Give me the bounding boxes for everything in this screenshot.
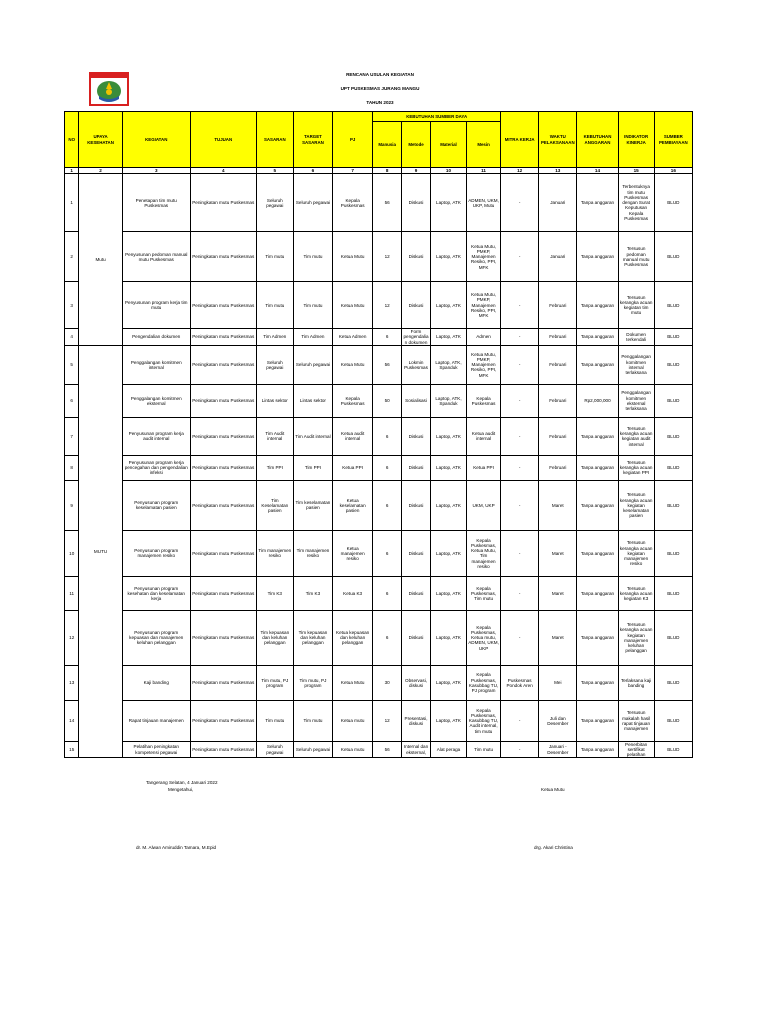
- cell-mitra: -: [501, 174, 539, 232]
- cell-pj: Ketua kepuasan dan keluhan pelanggan: [333, 610, 373, 665]
- cell-waktu: Februari: [539, 417, 577, 455]
- cell-tujuan: Peningkatan mutu Puskesmas: [190, 576, 256, 610]
- cell-material: Laptop, ATK: [430, 282, 466, 329]
- cell-sasaran: Seluruh pegawai: [256, 174, 293, 232]
- cell-indikator: Tersusun kerangka acuan kegiatan audit internal: [618, 417, 654, 455]
- cell-metode: Internal dan eksternal,: [402, 741, 431, 758]
- cell-waktu: Februari: [539, 384, 577, 417]
- cell-no: 6: [65, 384, 79, 417]
- col-header-metode: Metode: [402, 122, 431, 168]
- cell-manusia: 56: [373, 174, 402, 232]
- cell-kegiatan: Penyusunan program kerja tim mutu: [122, 282, 190, 329]
- cell-kegiatan: Penyusunan program manajemen resiko: [122, 530, 190, 576]
- cell-manusia: 12: [373, 232, 402, 282]
- cell-kegiatan: Penyusunan program kerja audit internal: [122, 417, 190, 455]
- cell-material: Laptop, ATK: [430, 665, 466, 700]
- cell-sasaran: Tim mutu: [256, 232, 293, 282]
- cell-indikator: Tersusun makalah hasil rapat tinjauan manajemen: [618, 700, 654, 741]
- cell-waktu: Maret: [539, 610, 577, 665]
- cell-metode: Lokmin Puskesmas: [402, 345, 431, 384]
- cell-waktu: Maret: [539, 530, 577, 576]
- cell-sumber: BLUD: [654, 530, 692, 576]
- cell-mitra: -: [501, 741, 539, 758]
- cell-kegiatan: Penetapan tim mutu Puskesmas: [122, 174, 190, 232]
- cell-anggaran: Tanpa anggaran: [577, 665, 618, 700]
- col-header-tujuan: TUJUAN: [190, 112, 256, 168]
- cell-sasaran: Tim mutu: [256, 282, 293, 329]
- cell-waktu: Januari: [539, 232, 577, 282]
- col-header-kegiatan: KEGIATAN: [122, 112, 190, 168]
- activity-plan-table: [64, 111, 693, 758]
- cell-metode: Diskusi: [402, 610, 431, 665]
- cell-metode: Diskusi: [402, 232, 431, 282]
- cell-anggaran: Tanpa anggaran: [577, 345, 618, 384]
- footer-mengetahui: Mengetahui,: [168, 787, 194, 792]
- col-header-sumber: SUMBER PEMBIAYAAN: [654, 112, 692, 168]
- cell-indikator: Terlaksana kaji banding: [618, 665, 654, 700]
- cell-material: Laptop, ATK: [430, 530, 466, 576]
- cell-mitra: -: [501, 345, 539, 384]
- cell-material: Laptop, ATK: [430, 700, 466, 741]
- cell-kegiatan: Penyusunan program kesehatan dan keselamatan kerja: [122, 576, 190, 610]
- cell-kegiatan: Kaji banding: [122, 665, 190, 700]
- cell-mesin: Kepala Puskesmas, Kasubbag TU, Audit internal, tim mutu: [467, 700, 501, 741]
- cell-sasaran: Tim mutu: [256, 700, 293, 741]
- cell-tujuan: Peningkatan mutu Puskesmas: [190, 345, 256, 384]
- cell-metode: Diskusi: [402, 282, 431, 329]
- cell-kegiatan: Penyusunan program kerja pencegahan dan pengendalian infeksi: [122, 455, 190, 480]
- cell-indikator: Tersusun kerangka acuan kegiatan keselamatan pasien: [618, 480, 654, 530]
- cell-sasaran: Tim Admen: [256, 329, 293, 346]
- column-number-cell: 9: [402, 168, 431, 174]
- cell-indikator: Tersusun kerangka acuan kegiatan PPI: [618, 455, 654, 480]
- cell-sasaran: Lintas sektor: [256, 384, 293, 417]
- cell-pj: Ketua Admen: [333, 329, 373, 346]
- column-number-cell: 12: [501, 168, 539, 174]
- cell-material: Laptop, ATK: [430, 610, 466, 665]
- cell-anggaran: Tanpa anggaran: [577, 741, 618, 758]
- cell-pj: Ketua PPI: [333, 455, 373, 480]
- cell-kegiatan: Penyusunan program kepuasan dan manajemen keluhan pelanggan: [122, 610, 190, 665]
- cell-indikator: Tersusun kerangka acuan kegiatan manajemen resiko: [618, 530, 654, 576]
- cell-mitra: Puskesmas Pondok Aren: [501, 665, 539, 700]
- column-number-cell: 14: [577, 168, 618, 174]
- cell-tujuan: Peningkatan mutu Puskesmas: [190, 174, 256, 232]
- cell-material: Laptop, ATK: [430, 455, 466, 480]
- cell-mesin: Ketua audit internal: [467, 417, 501, 455]
- column-number-cell: 15: [618, 168, 654, 174]
- cell-tujuan: Peningkatan mutu Puskesmas: [190, 417, 256, 455]
- cell-indikator: Tersusun kerangka acuan kegiatan tim mutu: [618, 282, 654, 329]
- cell-metode: Presentasi, diskusi: [402, 700, 431, 741]
- cell-sasaran: Tim mutu, PJ program: [256, 665, 293, 700]
- cell-manusia: 6: [373, 480, 402, 530]
- cell-metode: Diskusi: [402, 174, 431, 232]
- cell-indikator: Penggalangan komitmen internal terlaksana: [618, 345, 654, 384]
- cell-pj: Kepala Puskesmas: [333, 174, 373, 232]
- cell-target: Seluruh pegawai: [293, 345, 332, 384]
- cell-target: Tim keselamatan pasien: [293, 480, 332, 530]
- cell-waktu: Januari - Desember: [539, 741, 577, 758]
- column-number-cell: 6: [293, 168, 332, 174]
- cell-sumber: BLUD: [654, 384, 692, 417]
- cell-waktu: Februari: [539, 329, 577, 346]
- cell-sumber: BLUD: [654, 417, 692, 455]
- cell-tujuan: Peningkatan mutu Puskesmas: [190, 741, 256, 758]
- col-header-group-resources: KEBUTUHAN SUMBER DAYA: [373, 112, 501, 122]
- table-row: [65, 282, 693, 329]
- cell-sumber: BLUD: [654, 232, 692, 282]
- cell-anggaran: Tanpa anggaran: [577, 232, 618, 282]
- table-row: [65, 417, 693, 455]
- cell-no: 11: [65, 576, 79, 610]
- cell-sumber: BLUD: [654, 455, 692, 480]
- cell-material: Alat peraga: [430, 741, 466, 758]
- cell-mitra: -: [501, 455, 539, 480]
- cell-no: 12: [65, 610, 79, 665]
- cell-sasaran: Seluruh pegawai: [256, 345, 293, 384]
- cell-mitra: -: [501, 530, 539, 576]
- cell-sasaran: Tim Keselamatan pasien: [256, 480, 293, 530]
- cell-mitra: -: [501, 329, 539, 346]
- cell-sumber: BLUD: [654, 665, 692, 700]
- cell-manusia: 12: [373, 700, 402, 741]
- column-number-cell: 4: [190, 168, 256, 174]
- col-header-mitra: MITRA KERJA: [501, 112, 539, 168]
- cell-kegiatan: Penggalangan komitmen eksternal: [122, 384, 190, 417]
- cell-no: 2: [65, 232, 79, 282]
- cell-pj: Ketua mutu: [333, 700, 373, 741]
- table-row: [65, 610, 693, 665]
- col-header-target: TARGET SASARAN: [293, 112, 332, 168]
- cell-manusia: 6: [373, 610, 402, 665]
- puskesmas-logo: [89, 72, 129, 106]
- cell-mitra: -: [501, 417, 539, 455]
- cell-sasaran: Tim manajemen resiko: [256, 530, 293, 576]
- column-number-cell: 3: [122, 168, 190, 174]
- cell-metode: Diskusi: [402, 576, 431, 610]
- cell-indikator: Tersusun kerangka acuan kegiatan K3: [618, 576, 654, 610]
- cell-kegiatan: Penggalangan komitmen internal: [122, 345, 190, 384]
- cell-material: Laptop, ATK: [430, 232, 466, 282]
- cell-kegiatan: Rapat tinjauan manajemen: [122, 700, 190, 741]
- cell-mesin: Kepala Puskesmas, Tim mutu: [467, 576, 501, 610]
- cell-metode: Diskusi: [402, 455, 431, 480]
- table-row: [65, 530, 693, 576]
- cell-waktu: Januari: [539, 174, 577, 232]
- cell-mesin: Kepala Puskesmas: [467, 384, 501, 417]
- cell-mitra: -: [501, 384, 539, 417]
- column-number-cell: 13: [539, 168, 577, 174]
- table-row: [65, 329, 693, 346]
- cell-target: Tim manajemen resiko: [293, 530, 332, 576]
- cell-material: Laptop, ATK: [430, 576, 466, 610]
- cell-no: 3: [65, 282, 79, 329]
- cell-target: Tim kepuasan dan keluhan pelanggan: [293, 610, 332, 665]
- cell-waktu: Mei: [539, 665, 577, 700]
- cell-no: 8: [65, 455, 79, 480]
- footer-role-right: Ketua Mutu: [541, 787, 565, 792]
- cell-sasaran: Tim kepuasan dan keluhan pelanggan: [256, 610, 293, 665]
- col-header-indikator: INDIKATOR KINERJA: [618, 112, 654, 168]
- cell-sasaran: Tim PPI: [256, 455, 293, 480]
- col-header-mesin: Mesin: [467, 122, 501, 168]
- cell-pj: Ketua Mutu: [333, 345, 373, 384]
- cell-metode: Sosialisasi: [402, 384, 431, 417]
- column-number-cell: 16: [654, 168, 692, 174]
- cell-target: Seluruh pegawai: [293, 741, 332, 758]
- cell-tujuan: Peningkatan mutu Puskesmas: [190, 329, 256, 346]
- cell-target: Tim PPI: [293, 455, 332, 480]
- cell-manusia: 56: [373, 741, 402, 758]
- cell-manusia: 6: [373, 455, 402, 480]
- footer-signer-left: dr. M. Alwan Amiruddin Tamara, M.Epid: [136, 845, 217, 850]
- cell-mesin: Ketua PPI: [467, 455, 501, 480]
- cell-mesin: Kepala Puskesmas, Ketua Mutu, Tim manajemen resiko: [467, 530, 501, 576]
- cell-sasaran: Tim Audit internal: [256, 417, 293, 455]
- cell-anggaran: Tanpa anggaran: [577, 174, 618, 232]
- cell-mitra: -: [501, 576, 539, 610]
- cell-material: Laptop, ATK: [430, 480, 466, 530]
- cell-no: 10: [65, 530, 79, 576]
- col-header-pj: PJ: [333, 112, 373, 168]
- cell-material: Laptop, ATK: [430, 329, 466, 346]
- cell-manusia: 50: [373, 384, 402, 417]
- cell-pj: Ketua mutu: [333, 741, 373, 758]
- cell-waktu: Februari: [539, 282, 577, 329]
- column-number-cell: 7: [333, 168, 373, 174]
- cell-indikator: Dokumen terkendali: [618, 329, 654, 346]
- cell-pj: Ketua keselamatan pasien: [333, 480, 373, 530]
- col-header-anggaran: KEBUTUHAN ANGGARAN: [577, 112, 618, 168]
- table-row: [65, 455, 693, 480]
- cell-tujuan: Peningkatan mutu Puskesmas: [190, 700, 256, 741]
- cell-no: 15: [65, 741, 79, 758]
- cell-mesin: ADMEN, UKM, UKP, Mutu: [467, 174, 501, 232]
- col-header-upaya: UPAYA KESEHATAN: [79, 112, 122, 168]
- cell-no: 14: [65, 700, 79, 741]
- cell-waktu: Juli dan Desember: [539, 700, 577, 741]
- cell-mitra: -: [501, 480, 539, 530]
- cell-mesin: Admen: [467, 329, 501, 346]
- cell-manusia: 56: [373, 345, 402, 384]
- cell-pj: Ketua K3: [333, 576, 373, 610]
- cell-manusia: 6: [373, 329, 402, 346]
- cell-mitra: -: [501, 610, 539, 665]
- col-header-no: NO: [65, 112, 79, 168]
- cell-tujuan: Peningkatan mutu Puskesmas: [190, 480, 256, 530]
- cell-mesin: Ketua Mutu, PMKP, Manajemen Resiko, PPI, MFK: [467, 282, 501, 329]
- cell-sasaran: Seluruh pegawai: [256, 741, 293, 758]
- table-row: [65, 384, 693, 417]
- cell-indikator: Tersusun kerangka acuan kegiatan manajemen keluhan pelanggan: [618, 610, 654, 665]
- cell-indikator: Penerbitan sertifikat pelatihan: [618, 741, 654, 758]
- cell-waktu: Maret: [539, 576, 577, 610]
- table-row: [65, 665, 693, 700]
- cell-metode: Diskusi: [402, 480, 431, 530]
- cell-mesin: Tim mutu: [467, 741, 501, 758]
- cell-tujuan: Peningkatan mutu Puskesmas: [190, 610, 256, 665]
- cell-manusia: 30: [373, 665, 402, 700]
- table-body: [65, 168, 693, 758]
- cell-metode: Diskusi: [402, 530, 431, 576]
- cell-manusia: 12: [373, 282, 402, 329]
- cell-no: 9: [65, 480, 79, 530]
- cell-anggaran: Tanpa anggaran: [577, 455, 618, 480]
- col-header-manusia: Manusia: [373, 122, 402, 168]
- cell-pj: Ketua Mutu: [333, 232, 373, 282]
- cell-material: Laptop, ATK: [430, 174, 466, 232]
- cell-anggaran: Tanpa anggaran: [577, 329, 618, 346]
- cell-material: Laptop, ATK, Spanduk: [430, 345, 466, 384]
- cell-material: Laptop, ATK: [430, 417, 466, 455]
- cell-anggaran: Tanpa anggaran: [577, 417, 618, 455]
- cell-manusia: 6: [373, 530, 402, 576]
- cell-indikator: Tersusun pedoman manual mutu Puskesmas: [618, 232, 654, 282]
- cell-mesin: UKM, UKP: [467, 480, 501, 530]
- cell-anggaran: Rp2,000,000: [577, 384, 618, 417]
- cell-sumber: BLUD: [654, 329, 692, 346]
- cell-manusia: 6: [373, 417, 402, 455]
- cell-target: Tim Audit internal: [293, 417, 332, 455]
- cell-target: Tim mutu, PJ program: [293, 665, 332, 700]
- cell-no: 4: [65, 329, 79, 346]
- cell-indikator: Terbentuknya tim mutu Puskesmas dengan Surat Keputusan Kepala Puskesmas: [618, 174, 654, 232]
- table-row: [65, 741, 693, 758]
- cell-tujuan: Peningkatan mutu Puskesmas: [190, 282, 256, 329]
- cell-anggaran: Tanpa anggaran: [577, 480, 618, 530]
- table-row: [65, 700, 693, 741]
- cell-upaya-group: Mutu: [79, 174, 122, 346]
- cell-no: 5: [65, 345, 79, 384]
- cell-tujuan: Peningkatan mutu Puskesmas: [190, 232, 256, 282]
- column-number-cell: 10: [430, 168, 466, 174]
- cell-tujuan: Peningkatan mutu Puskesmas: [190, 455, 256, 480]
- cell-kegiatan: Pengendalian dokumen: [122, 329, 190, 346]
- cell-sumber: BLUD: [654, 345, 692, 384]
- column-number-cell: 5: [256, 168, 293, 174]
- cell-tujuan: Peningkatan mutu Puskesmas: [190, 530, 256, 576]
- col-header-sasaran: SASARAN: [256, 112, 293, 168]
- cell-anggaran: Tanpa anggaran: [577, 282, 618, 329]
- title-line-1: RENCANA USULAN KEGIATAN: [346, 72, 414, 77]
- cell-target: Lintas sektor: [293, 384, 332, 417]
- cell-target: Tim K3: [293, 576, 332, 610]
- col-header-material: Material: [430, 122, 466, 168]
- cell-mitra: -: [501, 232, 539, 282]
- cell-sumber: BLUD: [654, 741, 692, 758]
- cell-tujuan: Peningkatan mutu Puskesmas: [190, 665, 256, 700]
- cell-kegiatan: Pelatihan peningkatan kompetensi pegawai: [122, 741, 190, 758]
- column-number-cell: 2: [79, 168, 122, 174]
- cell-target: Tim mutu: [293, 232, 332, 282]
- cell-anggaran: Tanpa anggaran: [577, 610, 618, 665]
- title-line-3: TAHUN 2023: [366, 100, 394, 105]
- cell-waktu: Februari: [539, 455, 577, 480]
- cell-mesin: Kepala Puskesmas, Ketua mutu, ADMEN, UKM, UKP: [467, 610, 501, 665]
- cell-mitra: -: [501, 700, 539, 741]
- cell-mitra: -: [501, 282, 539, 329]
- cell-sumber: BLUD: [654, 282, 692, 329]
- cell-waktu: Maret: [539, 480, 577, 530]
- cell-sasaran: Tim K3: [256, 576, 293, 610]
- cell-target: Tim Admen: [293, 329, 332, 346]
- cell-pj: Kepala Puskesmas: [333, 384, 373, 417]
- cell-kegiatan: Penyusunan program keselamatan pasien: [122, 480, 190, 530]
- cell-sumber: BLUD: [654, 480, 692, 530]
- cell-target: Tim mutu: [293, 700, 332, 741]
- cell-indikator: Penggalangan komitmen eksternal terlaksana: [618, 384, 654, 417]
- cell-metode: Form pengendalian dokumen: [403, 329, 429, 345]
- cell-kegiatan: Penyusunan pedoman manual mutu Puskesmas: [122, 232, 190, 282]
- table-row: [65, 174, 693, 232]
- cell-sumber: BLUD: [654, 174, 692, 232]
- cell-mesin: Kepala Puskesmas, Kasubbag TU, PJ program: [467, 665, 501, 700]
- cell-anggaran: Tanpa anggaran: [577, 700, 618, 741]
- cell-manusia: 6: [373, 576, 402, 610]
- cell-sumber: BLUD: [654, 610, 692, 665]
- table-row: [65, 480, 693, 530]
- cell-metode: Diskusi: [402, 417, 431, 455]
- col-header-waktu: WAKTU PELAKSANAAN: [539, 112, 577, 168]
- cell-no: 13: [65, 665, 79, 700]
- column-number-cell: 1: [65, 168, 79, 174]
- cell-material: Laptop, ATK, Spanduk: [430, 384, 466, 417]
- cell-mesin: Ketua Mutu, PMKP, Manajemen Resiko, PPI, MFK: [467, 345, 501, 384]
- table-row: [65, 232, 693, 282]
- cell-pj: Ketua audit internal: [333, 417, 373, 455]
- column-number-cell: 8: [373, 168, 402, 174]
- cell-waktu: Februari: [539, 345, 577, 384]
- cell-sumber: BLUD: [654, 576, 692, 610]
- cell-target: Seluruh pegawai: [293, 174, 332, 232]
- table-row: [65, 576, 693, 610]
- title-line-2: UPT PUSKESMAS JURANG MANGU: [340, 86, 420, 91]
- cell-pj: Ketua Mutu: [333, 282, 373, 329]
- cell-anggaran: Tanpa anggaran: [577, 576, 618, 610]
- cell-anggaran: Tanpa anggaran: [577, 530, 618, 576]
- cell-metode: Observasi, diskusi: [402, 665, 431, 700]
- cell-no: 7: [65, 417, 79, 455]
- cell-pj: Ketua Mutu: [333, 665, 373, 700]
- cell-target: Tim mutu: [293, 282, 332, 329]
- cell-mesin: Ketua Mutu, PMKP, Manajemen Resiko, PPI, MFK: [467, 232, 501, 282]
- table-row: [65, 345, 693, 384]
- cell-upaya-group: MUTU: [79, 345, 122, 758]
- cell-sumber: BLUD: [654, 700, 692, 741]
- footer-place-date: Tangerang Selatan, 4 Januari 2022: [146, 780, 218, 785]
- cell-pj: Ketua manajemen resiko: [333, 530, 373, 576]
- footer-signer-right: drg. Akari Christina: [534, 845, 573, 850]
- cell-tujuan: Peningkatan mutu Puskesmas: [190, 384, 256, 417]
- column-number-cell: 11: [467, 168, 501, 174]
- cell-no: 1: [65, 174, 79, 232]
